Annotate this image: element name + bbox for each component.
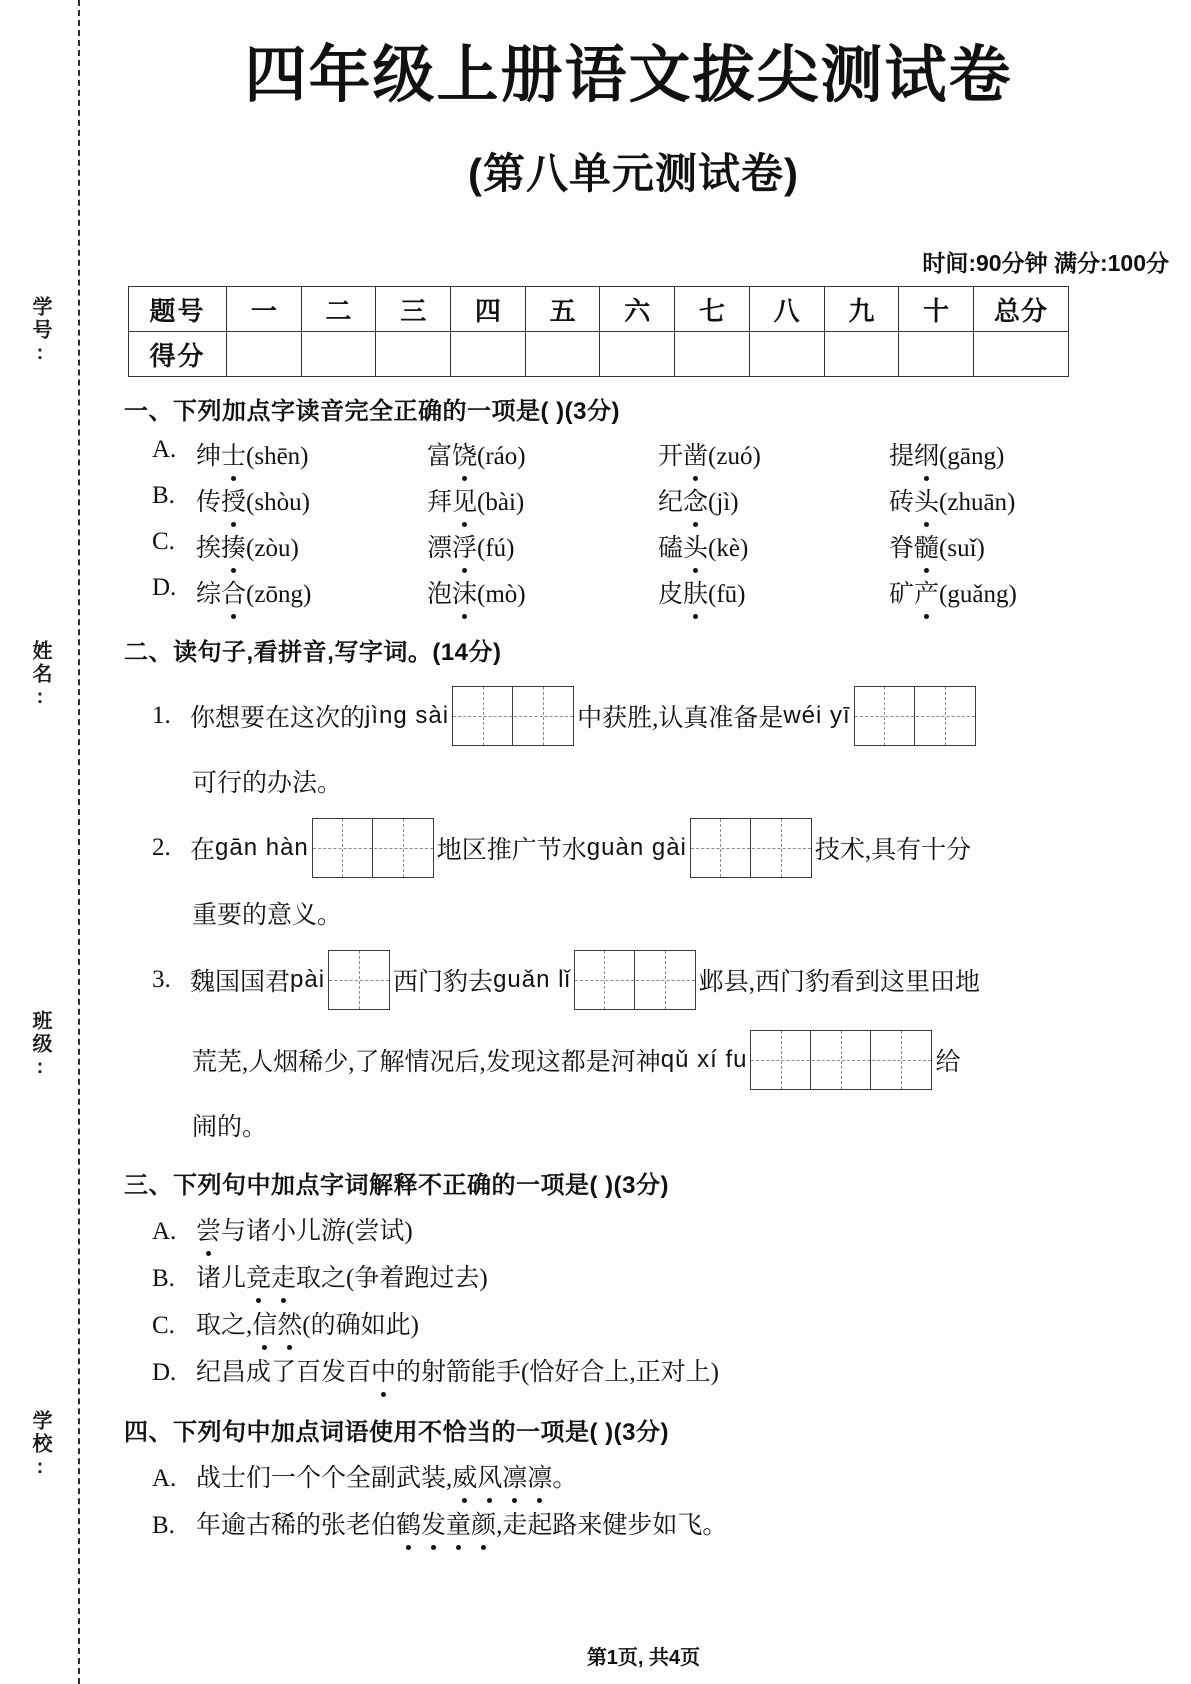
score-table — [128, 286, 1069, 377]
exam-meta: 时间:90分钟 满分:100分 — [922, 250, 1169, 277]
score-cell[interactable] — [376, 332, 451, 377]
option-item: 挨揍(zòu) — [196, 528, 427, 564]
writing-grid-2[interactable] — [312, 818, 434, 878]
score-table-score-row — [129, 332, 1069, 377]
question-text-part: 荒芜,人烟稀少,了解情况后,发现这都是河神 — [192, 1049, 661, 1077]
question-text-part: 中获胜,认真准备是 — [577, 705, 784, 733]
student-info-sidebar — [0, 0, 96, 1684]
question-text-part: 给 — [935, 1049, 961, 1077]
score-table-row-label-score: 得分 — [129, 332, 227, 377]
option-item: 纪念(jì) — [658, 482, 889, 518]
question-text-part: 在 — [190, 837, 216, 865]
option-item: 拜见(bài) — [427, 482, 658, 518]
option-item: 传授(shòu) — [196, 482, 427, 518]
option-item: 绅士(shēn) — [196, 436, 427, 472]
option-label: B. — [152, 1265, 175, 1293]
score-table-col-3: 三 — [376, 287, 451, 332]
option-text: 纪昌成了百发百中的射箭能手(恰好合上,正对上) — [196, 1359, 719, 1386]
score-cell[interactable] — [301, 332, 376, 377]
score-cell[interactable] — [824, 332, 899, 377]
question-number: 2. — [152, 834, 171, 862]
option-item: 脊髓(suǐ) — [889, 528, 985, 564]
sidebar-label-student-id: 学号: — [29, 296, 51, 367]
score-cell[interactable] — [600, 332, 675, 377]
section4-option-a[interactable] — [152, 1458, 1191, 1494]
option-label: C. — [152, 1312, 175, 1340]
option-item: 砖头(zhuān) — [889, 482, 1015, 518]
section-heading-1: 一、下列加点字读音完全正确的一项是( )(3分) — [124, 398, 620, 426]
fold-dashed-line — [78, 0, 80, 1684]
writing-grid-1[interactable] — [328, 950, 390, 1010]
section2-question-2 — [152, 817, 1191, 879]
option-label: A. — [152, 1218, 177, 1246]
option-label: B. — [152, 1512, 175, 1540]
section3-option-c[interactable] — [152, 1305, 1191, 1341]
score-cell[interactable] — [227, 332, 302, 377]
section2-question-2-continuation: 重要的意义。 — [192, 902, 343, 930]
option-text: 取之,信然(的确如此) — [196, 1312, 419, 1339]
section2-question-3-continuation-2: 闹的。 — [192, 1114, 268, 1142]
writing-grid-2[interactable] — [854, 686, 976, 746]
page-title: 四年级上册语文拔尖测试卷 — [244, 41, 1013, 110]
writing-grid-2[interactable] — [574, 950, 696, 1010]
option-item: 开凿(zuó) — [658, 436, 889, 472]
section2-question-3 — [152, 949, 1191, 1011]
score-table-col-5: 五 — [525, 287, 600, 332]
sidebar-label-school: 学校: — [29, 1410, 51, 1481]
section1-option-b[interactable] — [152, 482, 1191, 518]
pinyin-hint: wéi yī — [783, 702, 851, 730]
section-heading-3: 三、下列句中加点字词解释不正确的一项是( )(3分) — [124, 1172, 669, 1200]
score-table-col-8: 八 — [749, 287, 824, 332]
question-number: 1. — [152, 702, 171, 730]
option-text: 尝与诸小儿游(尝试) — [196, 1218, 413, 1245]
question-text-part: 邺县,西门豹看到这里田地 — [698, 969, 981, 997]
section3-option-a[interactable] — [152, 1211, 1191, 1247]
option-item: 皮肤(fū) — [658, 574, 889, 610]
score-table-col-10: 十 — [899, 287, 974, 332]
question-text-part: 你想要在这次的 — [190, 705, 366, 733]
option-item: 富饶(ráo) — [427, 436, 658, 472]
writing-grid-3[interactable] — [750, 1030, 932, 1090]
section1-option-c[interactable] — [152, 528, 1191, 564]
question-number: 3. — [152, 966, 171, 994]
section3-option-b[interactable] — [152, 1258, 1191, 1294]
section-heading-4: 四、下列句中加点词语使用不恰当的一项是( )(3分) — [124, 1419, 669, 1447]
writing-grid-2[interactable] — [690, 818, 812, 878]
score-cell[interactable] — [451, 332, 526, 377]
score-table-col-7: 七 — [675, 287, 750, 332]
section1-option-a[interactable] — [152, 436, 1191, 472]
score-cell-total[interactable] — [974, 332, 1069, 377]
question-text-part: 技术,具有十分 — [814, 837, 972, 865]
section1-option-d[interactable] — [152, 574, 1191, 610]
section-heading-2: 二、读句子,看拼音,写字词。(14分) — [124, 639, 502, 667]
pinyin-hint: pài — [290, 966, 326, 994]
question-text-part: 地区推广节水 — [436, 837, 587, 865]
option-label: C. — [152, 528, 175, 556]
score-cell[interactable] — [675, 332, 750, 377]
writing-grid-2[interactable] — [452, 686, 574, 746]
score-cell[interactable] — [749, 332, 824, 377]
question-text-part: 魏国国君 — [190, 969, 291, 997]
option-item: 漂浮(fú) — [427, 528, 658, 564]
score-table-col-6: 六 — [600, 287, 675, 332]
section4-option-b[interactable] — [152, 1505, 1191, 1541]
pinyin-hint: guàn gài — [586, 834, 687, 862]
question-text-part: 西门豹去 — [393, 969, 494, 997]
option-text: 年逾古稀的张老伯鹤发童颜,走起路来健步如飞。 — [196, 1512, 727, 1539]
page-footer: 第1页, 共4页 — [586, 1647, 701, 1669]
sidebar-label-name: 姓名: — [29, 640, 51, 711]
section2-question-1-continuation: 可行的办法。 — [192, 770, 343, 798]
pinyin-hint: guǎn lǐ — [493, 966, 571, 994]
score-cell[interactable] — [899, 332, 974, 377]
option-item: 泡沫(mò) — [427, 574, 658, 610]
exam-page — [96, 0, 1191, 1684]
option-item: 综合(zōng) — [196, 574, 427, 610]
pinyin-hint: jìng sài — [365, 702, 450, 730]
pinyin-hint: gān hàn — [215, 834, 309, 862]
section2-question-3-continuation — [192, 1029, 1191, 1091]
option-label: D. — [152, 1359, 177, 1387]
score-table-col-9: 九 — [824, 287, 899, 332]
score-table-col-4: 四 — [451, 287, 526, 332]
section3-option-d[interactable] — [152, 1352, 1191, 1388]
sidebar-label-class: 班级: — [29, 1010, 51, 1081]
score-table-col-1: 一 — [227, 287, 302, 332]
score-table-row-label-question: 题号 — [129, 287, 227, 332]
option-label: A. — [152, 1465, 177, 1493]
score-table-col-2: 二 — [301, 287, 376, 332]
option-label: A. — [152, 436, 177, 464]
option-text: 战士们一个个全副武装,威风凛凛。 — [196, 1465, 577, 1492]
option-label: B. — [152, 482, 175, 510]
section2-question-1 — [152, 685, 1191, 747]
option-item: 矿产(guǎng) — [889, 574, 1017, 610]
score-cell[interactable] — [525, 332, 600, 377]
score-table-col-total: 总分 — [974, 287, 1069, 332]
option-text: 诸儿竞走取之(争着跑过去) — [196, 1265, 488, 1292]
option-item: 磕头(kè) — [658, 528, 889, 564]
pinyin-hint: qǔ xí fu — [660, 1046, 748, 1074]
score-table-header-row — [129, 287, 1069, 332]
option-item: 提纲(gāng) — [889, 436, 1004, 472]
page-subtitle: (第八单元测试卷) — [468, 150, 799, 198]
option-label: D. — [152, 574, 177, 602]
